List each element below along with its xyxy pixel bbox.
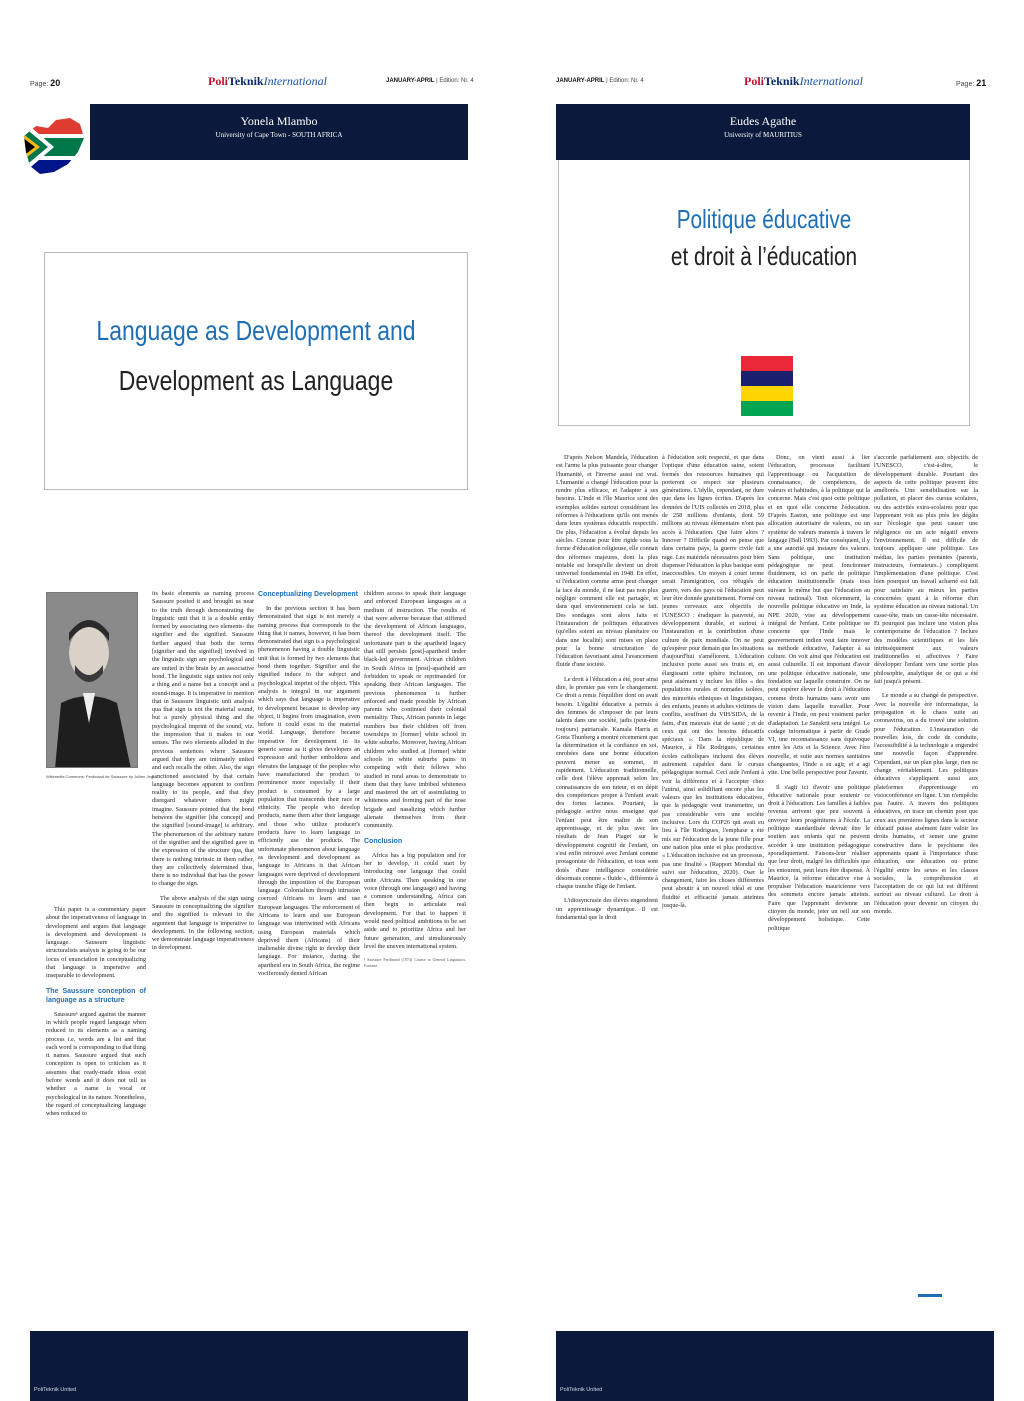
brand-logo: PoliTeknikInternational — [744, 74, 863, 88]
page-number-value: 20 — [50, 78, 61, 88]
article-column-3 — [258, 590, 360, 1290]
author-affiliation: University of MAURITIUS — [724, 131, 802, 139]
paragraph: children access to speak their language and enforced European languages as a medium of instruction. The results of that were adverse because that stiffened the development of African languages, thereof the development itself. The unfortunate part is the apartheid legacy that still persists [post]-apartheid under black-led government. African children in South Africa in [post]-apartheid are forbidden to speak or reprimanded for speaking their African languages. The previous phenomenon is further enforced and made possible by African parents who continued their colonial mentality. Thus, African parents in large numbers bus their children off from townships to [former] white school in white suburbs. Moreover, having African children who studied at [former] white schools in white suburbs pains in competing with their fellows who studied in rural areas to demonstrate to them that they have imbibed whiteness and mastered the art of assimilating to whiteness and forming part of the nose brigade and nasalizing which further alienate themselves from their community. — [364, 590, 466, 830]
article-column-2 — [662, 454, 764, 1274]
paragraph: à l'éducation soit respecté, et que dans l'optique d'une éducation saine, soient formés des ressources humaines qui porteront ce respect sur plusieurs générations. L'idylle, cependant, ne dure que dans les lignes écrites. D'après les données de l'UIS collectés en 2018, plus de 258 millions d'enfants, dont 59 millions au niveau élémentaire n'ont pas accès à l'éducation. Que faire alors ? Innover ? Difficile quand on pense que dans certains pays, la guerre civile fait rage. Les matériels nécessaires pour bien dispenser l'éducation la plus basique sont inaccessibles. Un moyen à court terme serait l'immigration, ces réfugiés de guerre, vers des pays où l'éducation peut leur être donnée gratuitement. Formé ces jeunes cerveaux aux objectifs de l'UNESCO : éradiquer la pauvreté, au développement durable, et surtout à l'instauration et la contribution d'une culture de paix mondiale. On ne peut qu'espérer pour demain que les situations d'aujourd'hui s'améliorent. L'éducation inclusive porte aussi ses fruits et, en élargissant cette sphère inclusion, on peut aisément y inclure les filles « des populations rurales et nomades isolées, des minorités ethniques et linguistiques, des enfants, jeunes et adultes victimes de conflits, souffrant du VIH/SIDA, de la faim, d'un mauvais état de santé ; et de ceux qui ont des besoins éducatifs spéciaux ». Dans la république de Maurice, à l'île Rodrigues, certaines écoles catholiques incluent des élèves autrement capables dans le cursus pédagogique normal. Ceci aide l'enfant à voir la différence et à l'accepter chez l'autrui, ainsi solidifiant encore plus les valeurs que les institutions éducatives, que la pédagogie veut transmettre, un pas considérable vers une société inclusive. Lors du COP26 qui avait eu lieu à l'île Rodrigues, l'emphase a été mis sur l'éducation de la jeune fille pour une nation plus unie et plus productive. « L'éducation inclusive est un processus, pas une finalité » (Rapport Mondial du suivi sur l'éducation, 2020). Oser le changement, faire les choses différentes peut aboutir à un nouvel idéal et une fluidité et efficacité jamais atteintes jusque-là. — [662, 454, 764, 910]
footer-text: PoliTeknik United — [560, 1387, 603, 1393]
page-number — [30, 78, 60, 88]
author-banner — [90, 104, 468, 160]
paragraph: Il s'agit ici d'avoir une politique éducative nationale pour soutenir ce droit à l'éducation. Les familles à faibles revenus arrivent que peu souvent à envoyer leurs progénitures à l'école. La politique standardisée devrait être le soutien aux enfants qui ne peuvent accéder à une institution pédagogique sporadiquement. Faisons-leur réaliser que leur droit, malgré les difficultés que les entourent, peut leurs être dispensé. À Maurice, la réforme éducative vise à propulser l'éducation mauricienne vers des sommets encore jamais atteints. Faire que l'apprenant devienne un citoyen du monde, jeter un oeil sur son développement holistique. Cette politique — [768, 783, 870, 932]
author-portrait-photo — [46, 592, 138, 768]
article-title-line1: Language as Development and — [96, 315, 416, 346]
author-name: Yonela Mlambo — [240, 114, 318, 128]
left-page — [30, 0, 474, 1401]
article-title-line2: et droit à l’éducation — [670, 241, 858, 271]
paragraph: Saussure¹ argued against the manner in which people regard language when reduced to its elements as a naming process i.e. words are a list and that each word is corresponding to that thing it names. Saussure argued that such conception is open to criticism as it assumes that ready-made ideas exist before words and it does not tell us whether a name is vocal or psychological in its nature. Nonetheless, the regard of conceptualizing language when reduced to — [46, 1010, 146, 1118]
right-header — [556, 74, 994, 90]
page-label: Page: — [30, 81, 49, 88]
edition-label: JANUARY-APRIL | Edition: Nr. 4 — [386, 78, 474, 84]
article-column-3 — [768, 454, 870, 1302]
page-label: Page: — [956, 81, 975, 88]
paragraph: Le droit à l'éducation a été, pour ainsi dire, le premier pas vers le changement. Ce droit a remis l'équilibre dont on avait besoin. L'égalité éducative a permis à des femmes de s'imposer de par leurs talents dans une société, jadis (peut-être toujours) patriarcale. Kamala Harris et Greta Thunberg a montré récemment que la détermination et la confiance en soi, enrobées dans une bonne éducation peuvent mener au sommet, et rapidement. L'éducation traditionnelle, celle dont l'élève apprenait selon les connaissances de son tuteur, et en dépit des compétences propre à l'enfant avait des fortes lacunes. Pourtant, la pédagogie active nous enseigne que l'enfant peut être maître de son apprentissage, et de plus avec les résultats de Jean Piaget sur le développement cognitif de l'enfant, on s'est enfin retrouvé avec l'enfant comme protagoniste de l'éducation, et tous sont dotés d'une intelligence considérée désormais comme « fluide », différente à chaque tranche d'âge de l'enfant. — [556, 675, 658, 891]
bottom-banner — [30, 1331, 468, 1401]
article-column-4 — [874, 454, 978, 1274]
bottom-banner — [556, 1331, 994, 1401]
footer-text: PoliTeknik United — [34, 1387, 77, 1393]
author-banner — [556, 104, 970, 160]
article-title-line2: Development as Language — [118, 365, 394, 396]
article-column-4 — [364, 590, 466, 1290]
paragraph: s'accorde parfaitement aux objectifs de l'UNESCO, c'est-à-dire, le développement durable. Pourtant des aspects de cette politique peuvent être améliorés. Une sensibilisation sur la pollution, et placer des cursus scolaires, ou des activités extra-scolaires pour que l'apprenant voit au plus près les dégâts sur l'écologie que peut causer une négligence ou un acte négatif envers l'environnement. Il est difficile de toujours appliquer une politique. Les médias, les parties prenantes (parents, instructeurs, formateurs..) compliquent l'implémentation d'une politique. C'est bien pourquoi un travail acharné est fait pour satisfaire au mieux les parties concernées quant à la réforme d'un système éducation au niveau national. Un casse-tête, mais un casse-tête nécessaire. Et pourquoi pas inclure une vision plus contemporaine de l'éducation ? Inclure des modèles scientifiques et les liés intrinsèquement aux valeurs traditionnelles et affectives ? Faire développer l'enfant vers une sortie plus philosophie, analytique de ce qui a été fait jusqu'à présent. — [874, 454, 978, 686]
paragraph: D'après Nelson Mandela, l'éducation est l'arme la plus puissante pour changer l'humanité, et l'inverse aussi est vrai. L'humanité a changé l'éducation pour la rendre plus efficace, et l'adapter à ses besoins. L'Inde et l'île Maurice sont des exemples solides surtout considérant les réformes à l'éducations qu'ils ont menés dans leurs systèmes éducatifs respectifs. De plus, l'éducation a évolué depuis les siècles. Connue pour être rigide sous la forme d'éducation religieuse, elle connait des réformes majeures, dont la plus notable est lorsqu'elle devient un droit universel fondamental en 1948. En effet, si l'éducation comme arme peut changer la face du monde, il ne faut pas non plus négliger comment elle est partagée, et dans quel environnement cela se fait. Des sondages sont alors faits et l'instauration de politiques éducatives (qu'elles soient au niveau planétaire ou dans une localité) sont mises en place pour la bonne structuration de l'éducation favorisant ainsi l'avancement fluide d'une société. — [556, 454, 658, 669]
article-column-2 — [152, 590, 254, 1270]
south-africa-flag-map-icon — [18, 112, 88, 182]
end-of-article-mark — [918, 1294, 942, 1297]
page-number — [956, 78, 986, 88]
article-title-line1: Politique éducative — [676, 204, 852, 234]
right-page — [556, 0, 994, 1401]
paragraph: In the previous section it has been demonstrated that sign is not merely a naming process that corresponds to the thing that it names, however, it has been demonstrated that sign is a psychological phenomenon having a double linguistic unit that is formed by two elements that bond them together. Signifier and the signified induce to the subject and psychological imprint of the object. This analysis is integral in our argument which says that language is imperative to development because to develop any object, it begins from imagination, even before it could exist in the material world. Language, therefore became imperative for development in its generic sense as it gives developers an expression and further emboldens and elevates the language of the peoples who have manufactured the product to prominence more especially if their product is consumed by a large population that transcends their race or ethnicity. The people who develop products, name them after their language and those who utilize producer's products have to learn language to efficiently use the products. The unfortunate phenomenon about language as development and development as language to Africans is that African languages were deprived of development through the imposition of the European language. Colonialism through intrusion coerced Africans to learn and use European languages. The enforcement of Africans to learn and use European language was intertwined with Africans using European materials which deprived them (Africans) of their inalienable divine right to develop their language. For instance, during the apartheid era in South Africa, the regime vociferously denied African — [258, 605, 360, 978]
portrait-image — [47, 593, 138, 768]
article-column-1 — [556, 454, 658, 1302]
article-title-box — [558, 160, 970, 426]
article-column-1 — [46, 906, 146, 1316]
brand-logo: PoliTeknikInternational — [208, 74, 327, 88]
author-affiliation: University of Cape Town - SOUTH AFRICA — [215, 131, 343, 139]
paragraph: L'idiosyncrasie des élèves engendrent un apprentissage dynamique. Il est fondamental que le droit — [556, 897, 658, 922]
paragraph: its basic elements as naming process Saussure posited it and brought us near to the truth through demonstrating the linguistic unit that it is a double entity formed by associating two elements- the signifier and the signified. Saussure further argued that both the terms [signifier and the signified] involved in the linguistic sign are psychological and are united in the brain by an associative bond. The linguistic sign unites not only a thing and a name but a concept and a sound-image. It is imperative to mention that in Saussure linguistic unit analysis qua that sign is not the material sound, but a purely physical thing and the psychological imprint of the sound, viz. the impression that it makes to our senses. The two elements alluded in the previous sentences where Saussure argued that they are intimately united and each recalls the other. Also, the sign sanctioned associated by that certain language becomes apparent to confirm reality to its people, and that they disregard whatever others might imagine. Saussure pointed that the bond between the signifier [the concept] and the signified [sound-image] is arbitrary. The phenomenon of the arbitrary nature of the signifier and the signified gave in the expression of the structure qua, that there is nothing intrinsic in them rather, they are collectively determined thus, there is no individual that has the power to change the sign. — [152, 590, 254, 888]
paragraph: This paper is a commentary paper about the imperativeness of language in development and argues that language is development and development is language. Saussure linguistic structuralists analysis is going to be our locus of enunciation in conceptualizing that language is imperative and inseparable to development. — [46, 906, 146, 980]
paragraph: Le monde a su changé de perspective. Avec la nouvelle ère informatique, la propagation et le chaos suite au coronavirus, on a du trouvé une solution pour l'éducation. L'instauration de nouvelles lois, de code de conduite, l'accessibilité à la technologie a engendré une nouvelle façon d'apprendre. Cependant, sur un plan plus large, rien ne change véritablement. Les politiques éducatives s'appliquent aussi aux plateformes d'apprentissage en visioconférence en ligne. L'un n'empêche pas l'autre. A travers des politiques éducatives, on trace un chemin pour que ceux aux premières lignes dans le secteur éducatif puisse aisément faire valoir les droits humains, et semer une graine constructive dans le psychisme des apprenants quant à l'importance d'une éducation, une éducation ou prime l'égalité entre les sexes et les classes sociales, la compréhension et l'acceptation de ce qui lui est différent surtout au niveau culturel. Le droit à l'éducation pour devenir un citoyen du monde. — [874, 692, 978, 916]
section-heading: The Saussure conception of language as a structure — [46, 987, 146, 1004]
article-title-box — [44, 252, 468, 490]
author-name: Eudes Agathe — [729, 114, 797, 128]
footnote: ¹ Saussure Ferdinand (1974) Course in General Linguistics. Fontana — [364, 957, 466, 968]
section-heading: Conclusion — [364, 837, 403, 845]
paragraph: The above analysis of the sign using Saussure in conceptualizing the signifier and the signified is relevant to the argument that language is imperative to development. In the following section, we demonstrate language imperativeness in development. — [152, 894, 254, 952]
section-heading: Conceptualizing Development — [258, 591, 358, 598]
photo-caption: Wikimedia Commons: Ferdinand de Saussure by Jullien Jeg — [46, 774, 153, 779]
edition-label: JANUARY-APRIL | Edition: Nr. 4 — [556, 78, 644, 84]
paragraph: Donc, on vient aussi à lier l'éducation, processus facilitant l'apprentissage ou l'acquisition de connaissance, de compétences, de valeurs et habitudes, à la politique qui la concerne. Mais c'est quoi cette politique et en quoi elle concerne l'éducation. D'après Easton, une politique est une allocation autoritaire de valeurs, ou un système de valeurs transmis à travers le langage (Ball 1993). Par conséquent, il y a une autorité qui instaure des valeurs. Sans politique, une institution pédagogique ne peut fonctionner fluidement, ici on parle de politique éducation institutionnelle (mais tous suivant le même but que l'éducation au niveau national). Tout récemment, la nouvelle politique éducative en Inde, la NPE 2020, vise au développement intégral de l'enfant. Cette politique ne concerne que l'Inde mais le gouvernement indien veut faire innover sa méthode éducative, l'adapter à sa culture. On voit ainsi que l'éducation est aussi culturelle. Il est important d'avoir une politique éducative nationale, une fondation sur laquelle construire. On ne peut espérer élever le droit à l'éducation comme droits humains sans avoir une vision dans laquelle travailler. Pour revenir à l'Inde, on peut vraiment parler d'adaptation. Le Sanskrit sera intégré. Le codage informatique à partir de Grade VI, une reconnaissance sans équivoque entre les Arts et la Science. Avec l'ère nouvelle, et suite aux normes sanitaires changeantes, l'Inde a su agir, et a agi vite. Une belle perspective pour l'avenir. — [768, 454, 870, 777]
page-number-value: 21 — [976, 78, 987, 88]
mauritius-flag-icon — [741, 356, 793, 416]
paragraph: Africa has a big population and for her to develop, it could start by introducing one language that could unite Africans. Then speaking in one voice (through one language) and having a common understanding, Africa can then begin to articulate real development. For that to happen it would need political ambitions to be set aside and to prioritize Africa and her future generation, and simultaneously level the uneven international system. — [364, 851, 466, 950]
left-header — [30, 74, 474, 90]
